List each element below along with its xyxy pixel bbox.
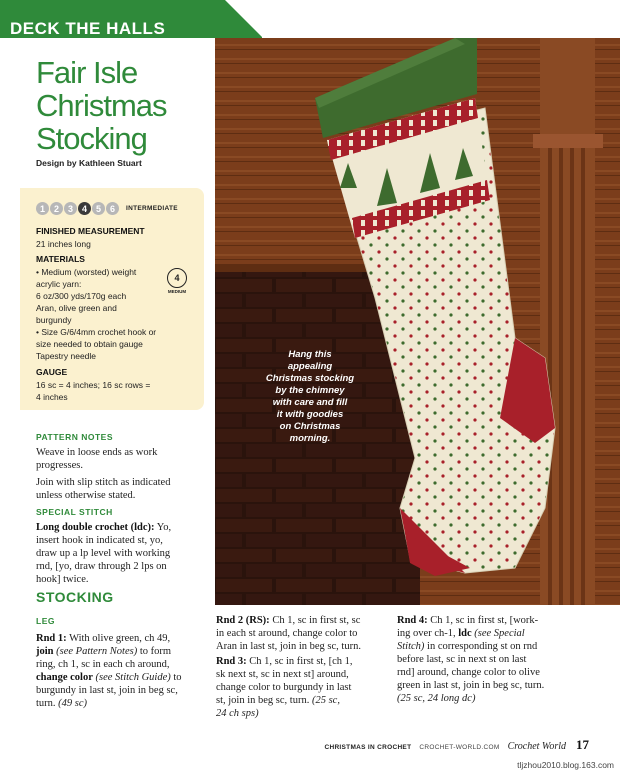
rnd2-line-3: Aran in last st, join in beg sc, turn. bbox=[216, 641, 361, 652]
rnd4-see-special: (see Special bbox=[471, 628, 525, 639]
yarn-weight-icon bbox=[164, 268, 190, 292]
rnd3-line-5 bbox=[216, 707, 259, 720]
rnd3-line-3: change color to burgundy in last bbox=[216, 682, 352, 693]
materials-line-3: 6 oz/300 yds/170g each bbox=[36, 291, 127, 301]
rnd4-line-5: rnd] around, change color to olive bbox=[397, 667, 540, 678]
gauge-heading: GAUGE bbox=[36, 367, 68, 377]
skill-level-4-selected: 4 bbox=[78, 202, 91, 215]
rnd1-text-2: to form bbox=[137, 646, 172, 657]
title-line-3: Stocking bbox=[36, 121, 147, 156]
skill-level-6: 6 bbox=[106, 202, 119, 215]
pattern-notes-heading: PATTERN NOTES bbox=[36, 432, 114, 442]
caption-line-8: morning. bbox=[289, 433, 331, 444]
rnd4-text-1: Ch 1, sc in first st, [work- bbox=[427, 615, 539, 626]
caption-line-7: on Christmas bbox=[279, 421, 341, 432]
rnd4-stitch: Stitch) bbox=[397, 641, 425, 652]
rnd3-line-1 bbox=[216, 655, 353, 668]
rnd1-line-4 bbox=[36, 671, 182, 684]
rnd4-count: (25 sc, 24 long dc) bbox=[397, 693, 476, 704]
rnd1-see-notes: (see Pattern Notes) bbox=[53, 646, 138, 657]
rnd1-line-6 bbox=[36, 697, 87, 710]
photo-caption bbox=[255, 349, 365, 445]
skill-level-2: 2 bbox=[50, 202, 63, 215]
rnd1-line-5: burgundy in last st, join in beg sc, bbox=[36, 685, 178, 696]
rnd3-count-1: (25 sc, bbox=[311, 695, 340, 706]
footer-website: CROCHET-WORLD.COM bbox=[419, 744, 500, 751]
title-line-2: Christmas bbox=[36, 88, 167, 123]
page-title bbox=[36, 56, 216, 155]
rnd4-ldc: ldc bbox=[458, 628, 472, 639]
title-line-1: Fair Isle bbox=[36, 55, 138, 90]
special-stitch-line-2: insert hook in indicated st, yo, bbox=[36, 535, 163, 546]
rnd4-text-3: in corresponding st on rnd bbox=[424, 641, 538, 652]
page-footer bbox=[324, 737, 589, 753]
rnd4-line-7 bbox=[397, 692, 475, 705]
materials-line-7: size needed to obtain gauge bbox=[36, 339, 143, 349]
rnd3-count-2: 24 ch sps) bbox=[216, 708, 259, 719]
skill-level-5: 5 bbox=[92, 202, 105, 215]
rnd2-label: Rnd 2 (RS): bbox=[216, 615, 270, 626]
finished-measurement-text: 21 inches long bbox=[36, 239, 91, 249]
rnd3-line-4 bbox=[216, 694, 340, 707]
special-stitch-heading: SPECIAL STITCH bbox=[36, 507, 113, 517]
rnd3-label: Rnd 3: bbox=[216, 656, 247, 667]
rnd3-text-4: st, join in beg sc, turn. bbox=[216, 695, 312, 706]
rnd1-line-1 bbox=[36, 632, 170, 645]
footer-brand: Crochet World bbox=[507, 741, 566, 752]
rnd4-line-1 bbox=[397, 614, 538, 627]
special-stitch-line-1 bbox=[36, 521, 171, 534]
finished-measurement-heading: FINISHED MEASUREMENT bbox=[36, 226, 145, 236]
rnd2-text-1: Ch 1, sc in first st, sc bbox=[269, 615, 361, 626]
materials-heading: MATERIALS bbox=[36, 254, 85, 264]
caption-line-5: with care and fill bbox=[272, 397, 348, 408]
rnd4-line-4: before last, sc in next st on last bbox=[397, 654, 527, 665]
stocking-heading: STOCKING bbox=[36, 589, 114, 605]
pattern-notes-p1-line-2: progresses. bbox=[36, 460, 83, 471]
header-fold bbox=[225, 0, 263, 38]
rnd3-line-2: sk next st, sc in next st] around, bbox=[216, 669, 349, 680]
page-number: 17 bbox=[576, 737, 589, 752]
materials-line-5: burgundy bbox=[36, 315, 72, 325]
special-stitch-line-3: draw up a lp level with working bbox=[36, 548, 171, 559]
rnd1-change-color: change color bbox=[36, 672, 93, 683]
pattern-notes-p2-line-2: unless otherwise stated. bbox=[36, 490, 136, 501]
caption-line-1: Hang this bbox=[288, 349, 332, 360]
caption-line-3: Christmas stocking bbox=[265, 373, 355, 384]
materials-line-4: Aran, olive green and bbox=[36, 303, 117, 313]
materials-line-2: acrylic yarn: bbox=[36, 279, 82, 289]
section-title: DECK THE HALLS bbox=[10, 19, 166, 38]
stocking-photo bbox=[215, 38, 620, 605]
leg-heading: LEG bbox=[36, 616, 55, 626]
rnd1-text-4: to bbox=[170, 672, 182, 683]
rnd4-label: Rnd 4: bbox=[397, 615, 428, 626]
caption-line-2: appealing bbox=[287, 361, 333, 372]
designer-credit: Design by Kathleen Stuart bbox=[36, 158, 142, 168]
skill-level-indicator bbox=[36, 202, 178, 215]
rnd1-join: join bbox=[36, 646, 54, 657]
skill-level-3: 3 bbox=[64, 202, 77, 215]
rnd1-label: Rnd 1: bbox=[36, 633, 67, 644]
rnd4-line-2 bbox=[397, 627, 525, 640]
rnd1-text-1: With olive green, ch 49, bbox=[66, 633, 171, 644]
rnd2-line-2: in each st around, change color to bbox=[216, 628, 358, 639]
materials-line-1: • Medium (worsted) weight bbox=[36, 267, 137, 277]
rnd3-text-1: Ch 1, sc in first st, [ch 1, bbox=[246, 656, 353, 667]
rnd1-line-2 bbox=[36, 645, 171, 658]
special-stitch-line-5: hook] twice. bbox=[36, 574, 89, 585]
materials-line-8: Tapestry needle bbox=[36, 351, 97, 361]
caption-line-6: it with goodies bbox=[276, 409, 344, 420]
gauge-line-1: 16 sc = 4 inches; 16 sc rows = bbox=[36, 380, 151, 390]
rnd1-count: (49 sc) bbox=[58, 698, 88, 709]
gauge-line-2: 4 inches bbox=[36, 392, 68, 402]
rnd4-line-3 bbox=[397, 640, 537, 653]
materials-line-6: • Size G/6/4mm crochet hook or bbox=[36, 327, 157, 337]
special-stitch-term: Long double crochet (ldc): bbox=[36, 522, 155, 533]
skill-level-label: INTERMEDIATE bbox=[126, 205, 178, 212]
caption-line-4: by the chimney bbox=[275, 385, 345, 396]
yarn-weight-number: 4 bbox=[167, 268, 187, 288]
pattern-notes-p2-line-1: Join with slip stitch as indicated bbox=[36, 477, 171, 488]
rnd1-line-3: ring, ch 1, sc in each ch around, bbox=[36, 659, 170, 670]
rnd1-text-6: turn. bbox=[36, 698, 59, 709]
rnd4-line-6: green in last st, join in beg sc, turn. bbox=[397, 680, 545, 691]
rnd1-see-guide: (see Stitch Guide) bbox=[92, 672, 171, 683]
stocking-photo-illustration bbox=[215, 38, 620, 605]
footer-publication: CHRISTMAS IN CROCHET bbox=[324, 744, 412, 751]
skill-level-1: 1 bbox=[36, 202, 49, 215]
special-stitch-text-1: Yo, bbox=[156, 522, 172, 533]
watermark: tljzhou2010.blog.163.com bbox=[517, 760, 614, 770]
special-stitch-line-4: rnd, [yo, draw through 2 lps on bbox=[36, 561, 167, 572]
rnd4-text-2: ing over ch-1, bbox=[397, 628, 459, 639]
yarn-weight-label: MEDIUM bbox=[167, 289, 187, 294]
pattern-notes-p1-line-1: Weave in loose ends as work bbox=[36, 447, 158, 458]
rnd2-line-1 bbox=[216, 614, 360, 627]
